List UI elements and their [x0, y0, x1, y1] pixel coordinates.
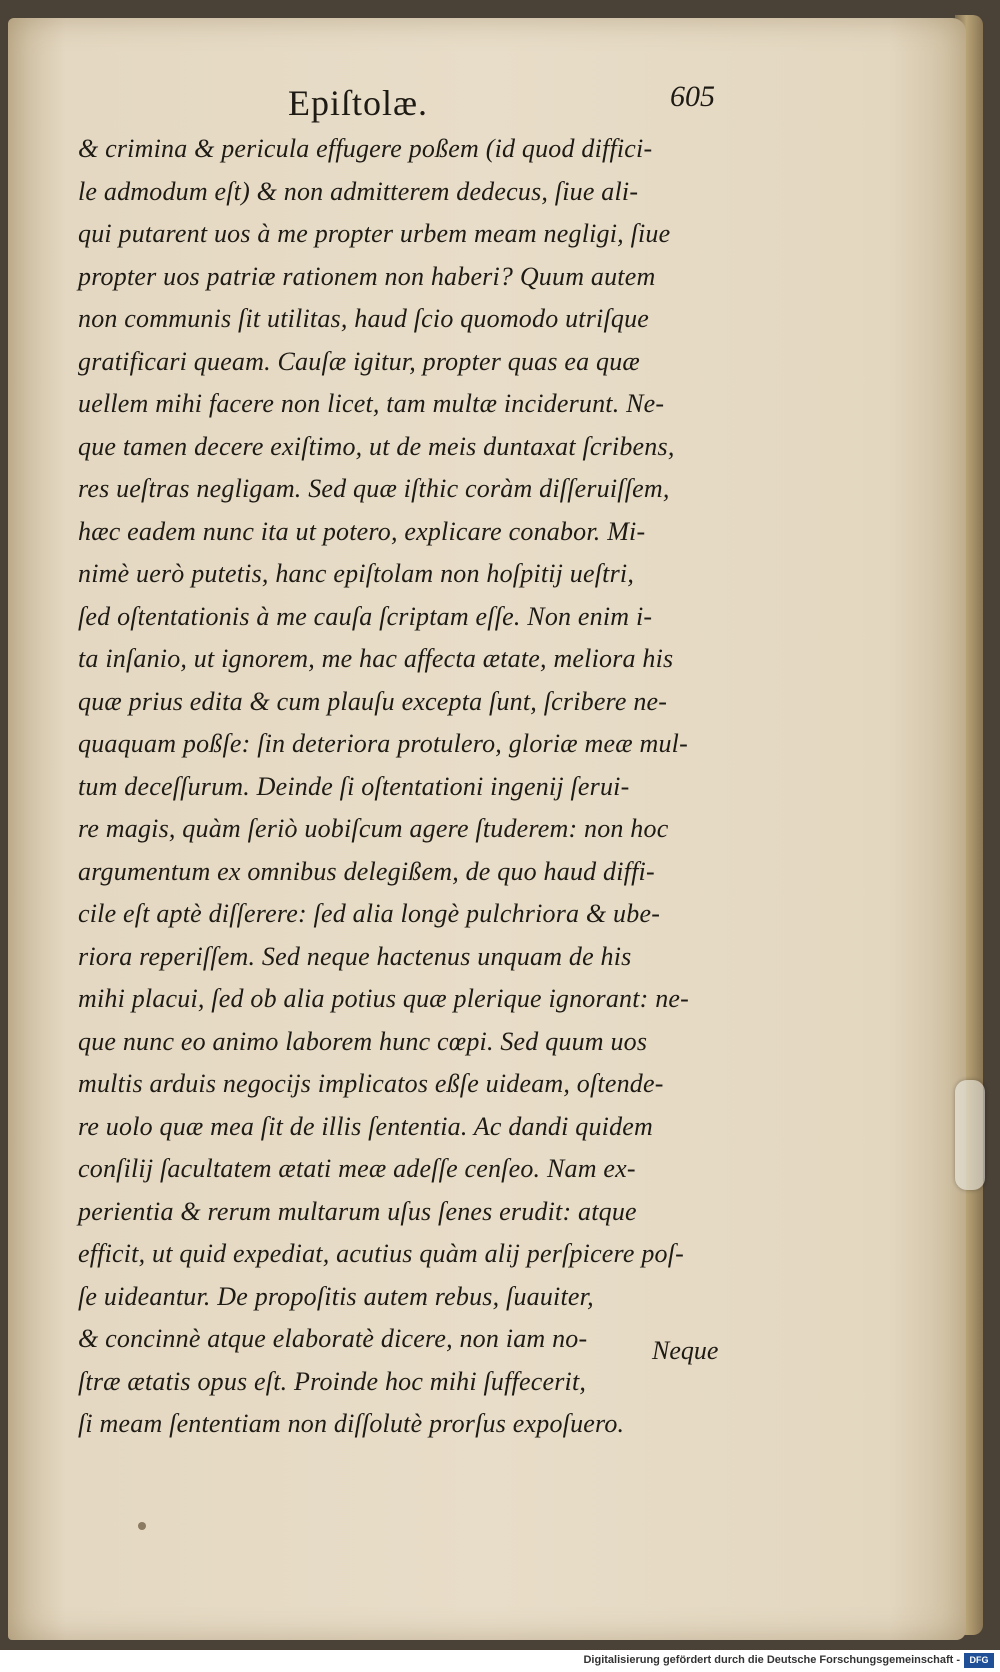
text-line: mihi placui, ſed ob alia potius quæ plerique ignorant: ne- [78, 984, 689, 1013]
text-line: efficit, ut quid expediat, acutius quàm alij perſpicere poſ- [78, 1239, 685, 1268]
text-line: & concinnè atque elaboratè dicere, non iam no- [78, 1324, 588, 1353]
paper-speck [138, 1522, 146, 1530]
text-line: riora reperiſſem. Sed neque hactenus unquam de his [78, 941, 632, 971]
text-line: quaquam poßſe: ſin deteriora protulero, gloriæ meæ mul- [78, 729, 688, 758]
page-number: 605 [670, 80, 715, 113]
text-line: re magis, quàm ſeriò uobiſcum agere ſtuderem: non hoc [78, 814, 669, 843]
text-line: ſe uideantur. De propoſitis autem rebus, ſuauiter, [78, 1281, 594, 1311]
running-head-title: Epiſtolæ. [288, 83, 429, 123]
page-tab [955, 1080, 985, 1190]
text-line: que tamen decere exiſtimo, ut de meis duntaxat ſcribens, [78, 431, 675, 461]
text-line: ſed oſtentationis à me cauſa ſcriptam eſſe. Non enim i- [78, 601, 653, 631]
text-line: conſilij ſacultatem ætati meæ adeſſe cenſeo. Nam ex- [78, 1154, 636, 1183]
text-line: ta inſanio, ut ignorem, me hac affecta ætate, meliora his [78, 644, 674, 673]
text-line: res ueſtras negligam. Sed quæ iſthic coràm diſſeruiſſem, [78, 474, 670, 503]
text-line: propter uos patriæ rationem non haberi? Quum autem [78, 261, 656, 291]
credit-bar [0, 1650, 1000, 1672]
text-line: le admodum eſt) & non admitterem dedecus, ſiue ali- [78, 176, 639, 206]
body-text [78, 128, 738, 1446]
text-line: & crimina & pericula effugere poßem (id quod diffici- [78, 134, 653, 163]
text-line: qui putarent uos à me propter urbem meam negligi, ſiue [78, 219, 671, 248]
text-line: perientia & rerum multarum uſus ſenes erudit: atque [78, 1196, 637, 1226]
credit-text: Digitalisierung gefördert durch die Deutsche Forschungsgemeinschaft - [583, 1654, 960, 1666]
text-line: non communis ſit utilitas, haud ſcio quomodo utriſque [78, 304, 650, 333]
running-head [0, 82, 1000, 132]
text-line: ſi meam ſententiam non diſſolutè prorſus expoſuero. [78, 1409, 625, 1438]
catchword: Neque [652, 1336, 719, 1365]
text-line: que nunc eo animo laborem hunc cœpi. Sed quum uos [78, 1026, 648, 1056]
text-line: re uolo quæ mea ſit de illis ſententia. Ac dandi quidem [78, 1111, 653, 1141]
text-line: ſtræ ætatis opus eſt. Proinde hoc mihi ſuffecerit, [78, 1366, 587, 1396]
text-line: uellem mihi facere non licet, tam multæ inciderunt. Ne- [78, 389, 665, 418]
dfg-logo: DFG [964, 1653, 994, 1668]
text-line: hæc eadem nunc ita ut potero, explicare conabor. Mi- [78, 516, 646, 546]
text-line: tum deceſſurum. Deinde ſi oſtentationi ingenij ſerui- [78, 771, 630, 801]
text-line: cile eſt aptè diſſerere: ſed alia longè pulchriora & ube- [78, 899, 661, 928]
text-line: quæ prius edita & cum plauſu excepta ſunt, ſcribere ne- [78, 686, 668, 716]
text-line: gratificari queam. Cauſæ igitur, propter quas ea quæ [78, 346, 640, 376]
text-line: multis arduis negocijs implicatos eßſe uideam, oſtende- [78, 1069, 664, 1098]
text-line: nimè uerò putetis, hanc epiſtolam non hoſpitij ueſtri, [78, 559, 635, 588]
text-line: argumentum ex omnibus delegißem, de quo haud diffi- [78, 856, 655, 886]
